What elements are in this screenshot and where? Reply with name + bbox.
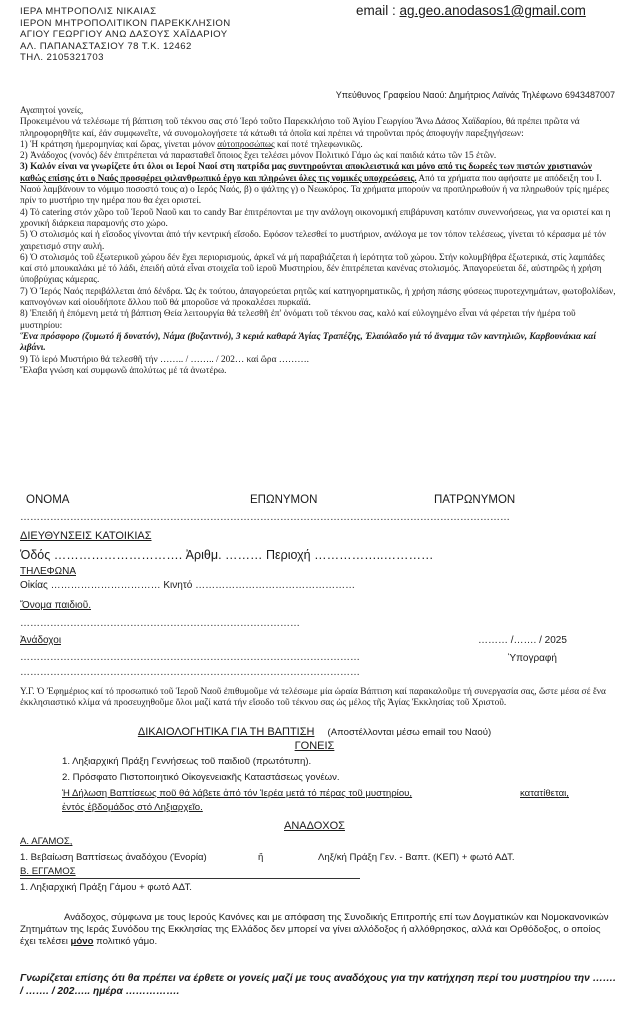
- signature-date[interactable]: ……… /……. / 2025: [478, 635, 567, 646]
- rule-3-bold: 3) Καλόν είναι να γνωρίζετε ότι όλοι οι Ιεροί Ναοί στη πατρίδα μας: [20, 162, 289, 173]
- sponsor-fill-line-1[interactable]: …………………………………………………………………………………………: [20, 652, 360, 663]
- email-contact: [356, 3, 586, 18]
- rule-1-emphasis: αὐτοπροσώπως: [217, 139, 275, 150]
- rule-8: 8) Ἐπειδή ἡ ἑπόμενη μετά τή βάπτιση Θεία λειτουργία θά τελεσθῆ ἐπ' ὀνόματι τοῦ τέκνου σας, καλό καί εὐλογημένο εἶναι νά φέρεται τήν ἡμέρα τοῦ μυστηρίου:: [20, 309, 576, 331]
- email-label: email :: [356, 3, 400, 18]
- rules-body: [20, 106, 616, 377]
- single-or: ἤ: [258, 852, 264, 863]
- closing-note: Υ.Γ. Ὁ Ἐφημέριος καί τό προσωπικό τοῦ Ἱεροῦ Ναοῦ ἐπιθυμοῦμε νά τελέσωμε μία ὡραία Βάπτιση καί παρακαλοῦμε τή συνεργασία σας, ὥστε μέσα σέ ἕνα ἐκκλησιαστικό κλίμα νά προσευχηθοῦμε ὅλοι μαζί κατά τήν εἴσοδο τοῦ τέκνου σας ὡς μέλος τῆς Ἁγίας Ἐκκλησίας τοῦ Χριστοῦ.: [20, 687, 606, 709]
- single-title: Α. ΑΓΑΜΟΣ,: [20, 836, 73, 847]
- rule-5: 5) Ὁ στολισμός καί ἡ εἴσοδος γίνονται ἀπό τήν κεντρική εἴσοδο. Εφόσον τελεσθεί το μυστήριον, ανάλογα με τον τόπον τελέσεως, γίνεται τό κέρασμα μέ τόν χαιρετισμό στην αυλή.: [20, 230, 607, 252]
- signature-label: Ὑπογραφή: [508, 653, 557, 664]
- intro-paragraph: Προκειμένου νά τελέσωμε τή βάπτιση τοῦ τέκνου σας στό Ἱερό τοῦτο Παρεκκλήσιο τοῦ Ἁγίου Γεωργίου Ἄνω Δάσος Χαϊδαρίου, θά πρέπει πρῶτα νά πληροφορηθῆτε καί, ἐάν συμφωνεῖτε, νά συνομολογήσετε τά κάτωθι τά ὁποῖα καί πρέπει νά τηροῦνται πρός ἀποφυγήν παρεξηγήσεων:: [20, 117, 580, 139]
- name-headers: [20, 494, 610, 510]
- greeting: Αγαπητοί γονείς,: [20, 106, 84, 116]
- rule-1-text: 1) Ἡ κράτηση ἡμερομηνίας καί ὥρας, γίνεται μόνον: [20, 139, 218, 150]
- header-patronym: ΠΑΤΡΩΝΥΜΟΝ: [434, 494, 516, 506]
- canon-note: [20, 912, 616, 948]
- declaration-deadline: ἐντός ἑβδομάδος στό Ληξιαρχεῖο.: [62, 802, 203, 813]
- rule-9: 9) Τό ἱερό Μυστήριο θά τελεσθῆ τήν …….. / …….. / 202… καί ὥρα ……….: [20, 354, 309, 365]
- parents-title: ΓΟΝΕΙΣ: [294, 740, 335, 752]
- single-doc-1: 1. Βεβαίωση Βαπτίσεως ἀναδόχου (Ἐνορία): [20, 852, 207, 863]
- rule-3-text: Από τα χρήματα που αφήσατε με απόδειξη του Ι. Ναού λαμβάνουν το νόμιμο ποσοστό τους α) ο Ιερός Ναός, β) ο ψάλτης γ) ο Νεωκόρος. Τα χρήματα μπορούν να προπληρωθούν ή να πληρωθούν τρίς ημέρες πρίν το μυστήριο την ημέρα που θα έχει οριστεί.: [20, 173, 609, 207]
- church-letterhead: [20, 6, 320, 64]
- married-title: Β. ΕΓΓΑΜΟΣ: [20, 866, 76, 877]
- address-fill-line[interactable]: Ὁδός …………………………. Ἀριθμ. ……… Περιοχή ……………..…………: [20, 548, 434, 562]
- phone-fill-line[interactable]: Οἰκίας …………………………… Κινητό …………………………………………: [20, 580, 356, 591]
- rule-2: 2) Ἀνάδοχος (νονός) δέν ἐπιτρέπεται νά παρασταθεῖ ὅποιος ἔχει τελέσει μόνον Πολιτικό Γάμο ὡς καί παιδιά κάτω τῶν 15 ἐτῶν.: [20, 151, 497, 162]
- documents-title: ΔΙΚΑΙΟΛΟΓΗΤΙΚΑ ΓΙΑ ΤΗ ΒΑΠΤΙΣΗ: [137, 726, 315, 738]
- parents-doc-1: 1. Ληξιαρχική Πράξη Γεννήσεως τοῦ παιδιοῦ (πρωτότυπη).: [62, 756, 312, 767]
- catechism-note: Γνωρίζεται επίσης ότι θα πρέπει να έρθετε οι γονείς μαζί με τους αναδόχους για την κατήχηση περί του μυστηρίου την ……. / ……. / 202….. ημέρα …………….: [20, 973, 616, 997]
- canon-note-emphasis: μόνο: [70, 936, 94, 947]
- declaration-text: Ἡ Δήλωση Βαπτίσεως ποῦ θά λάβετε ἀπό τόν Ἱερέα μετά τό πέρας τοῦ μυστηρίου,: [62, 788, 413, 799]
- married-underline: [20, 878, 360, 879]
- header-name: ΟΝΟΜΑ: [26, 494, 70, 506]
- rule-6: 6) Ὁ στολισμός τοῦ ἐξωτερικοῦ χώρου δέν ἔχει περιορισμούς, ἀρκεῖ νά μή παραβιάζεται ἡ ἱερότητα τοῦ χώρου. Στήν κολυμβήθρα ἐξωτερικά, στίς λαμπάδες καί στό μπουκαλάκι μέ τό λάδι, ἐπειδή αὐτά εἶναι στοιχεῖα τοῦ ἱεροῦ Μυστηρίου, δέν ἐπιτρέπεται κανένας στολισμός. Ἀπαγορεύεται δέ, αὐστηρῶς ἡ χρήση ὑποβρύχιας κάμερας.: [20, 252, 605, 286]
- sponsor-title: ΑΝΑΔΟΧΟΣ: [284, 820, 345, 832]
- child-name-fill-line[interactable]: …………………………………………………………………………: [20, 618, 300, 629]
- rule-1-tail: καί ποτέ τηλεφωνικῶς.: [274, 139, 363, 150]
- rule-3-underlined: συντηρούνται αποκλειστικά και μόνο από τις δωρεές των πιστών χριστιανών καθώς επίσης ότι ο Ναός προσφέρει φιλανθρωπικό έργο και πληρώνει όλες τις νομικές υποχρεώσεις.: [20, 162, 592, 184]
- office-responsible: Υπεύθυνος Γραφείου Ναού: Δημήτριος Λαϊνάς Τηλέφωνο 6943487007: [335, 90, 615, 100]
- rule-4: 4) Τό catering στόν χῶρο τοῦ Ἱεροῦ Ναοῦ και το candy Bar ἐπιτρέπονται με την ανάλογη οικονομική επιβάρυνση κατόπιν συνεννοήσεως, για να οριστεί και η χρονική διάρκεια παραμονής στο χώρο.: [20, 207, 611, 229]
- documents-note: (Αποστέλλονται μέσω email του Ναού): [327, 727, 492, 738]
- sponsor-fill-line-2[interactable]: …………………………………………………………………………………………: [20, 667, 360, 678]
- letterhead-line: ΙΕΡΑ ΜΗΤΡΟΠΟΛΙΣ ΝΙΚΑΙΑΣ: [20, 6, 157, 17]
- canon-note-tail: πολιτικό γάμο.: [93, 936, 158, 947]
- parents-doc-2: 2. Πρόσφατο Πιστοποιητικό Οἰκογενειακῆς Καταστάσεως γονέων.: [62, 772, 340, 783]
- declaration-submit: κατατίθεται,: [520, 788, 569, 799]
- child-name-title: Ὄνομα παιδιοῦ.: [20, 600, 91, 611]
- address-title: ΔΙΕΥΘΥΝΣΕΙΣ ΚΑΤΟΙΚΙΑΣ: [20, 530, 152, 542]
- phone-title: ΤΗΛΕΦΩΝΑ: [20, 566, 77, 577]
- email-address[interactable]: ag.geo.anodasos1@gmail.com: [399, 3, 586, 18]
- offering-list: Ἕνα πρόσφορο (ζυμωτό ἤ δυνατόν), Νάμα (βυζαντινό), 3 κεριά καθαρά Ἁγίας Τραπέζης, Ἐλαιόλαδο γιά τό ἄναμμα τῶν καντηλιῶν, Καρβουνάκια καί λιβάνι.: [20, 331, 596, 354]
- rule-3: [20, 162, 616, 207]
- letterhead-line: ΤΗΛ. 2105321703: [20, 52, 104, 64]
- documents-heading: [0, 726, 629, 738]
- married-doc-1: 1. Ληξιαρχική Πράξη Γάμου + φωτό ΑΔΤ.: [20, 882, 192, 893]
- name-fill-line[interactable]: …………………………………………………………………………………………………………………………………: [20, 512, 510, 523]
- canon-note-text: Ανάδοχος, σύμφωνα με τους Ιερούς Κανόνες και με απόφαση της Συνοδικής Επιτροπής επί των Δογματικών και Νομοκανονικών Ζητημάτων της Ιεράς Συνόδου της Εκκλησίας της Ελλάδος δεν μπορεί να γίνει αλλόδοξος ή αλλόθρησκος, αλλά και Ορθόδοξος, ο οποίος έχει τελέσει: [20, 912, 609, 947]
- header-surname: ΕΠΩΝΥΜΟΝ: [250, 494, 318, 506]
- rule-1: [20, 140, 616, 151]
- letterhead-line: ΙΕΡΟΝ ΜΗΤΡΟΠΟΛΙΤΙΚΟΝ ΠΑΡΕΚΚΛΗΣΙΟΝ: [20, 17, 231, 29]
- letterhead-line: ΑΓΙΟΥ ΓΕΩΡΓΙΟΥ ΑΝΩ ΔΑΣΟΥΣ ΧΑΪΔΑΡΙΟΥ: [20, 29, 228, 41]
- sponsors-title: Ἀνάδοχοι: [20, 635, 62, 646]
- acknowledgement: Ἔλαβα γνώση καί συμφωνῶ ἀπολύτως μέ τά ἀνωτέρω.: [20, 365, 227, 376]
- letterhead-line: ΑΛ. ΠΑΠΑΝΑΣΤΑΣΙΟΥ 78 Τ.Κ. 12462: [20, 40, 192, 52]
- single-doc-2: Ληξ/κή Πράξη Γεν. - Βαπτ. (ΚΕΠ) + φωτό ΑΔΤ.: [318, 852, 515, 863]
- rule-7: 7) Ὁ Ἱερός Ναός περιβάλλεται ἀπό δένδρα. Ὡς ἐκ τούτου, ἀπαγορεύεται ρητῶς καί κατηγορηματικῶς, ἡ χρήση πάσης φύσεως πυροτεχνημάτων, φωτοβολίδων, καπνογόνων καί οἱουδήποτε ἄλλου ποῦ θά μποροῦσε νά προκαλέσει πυρκαϊά.: [20, 286, 616, 309]
